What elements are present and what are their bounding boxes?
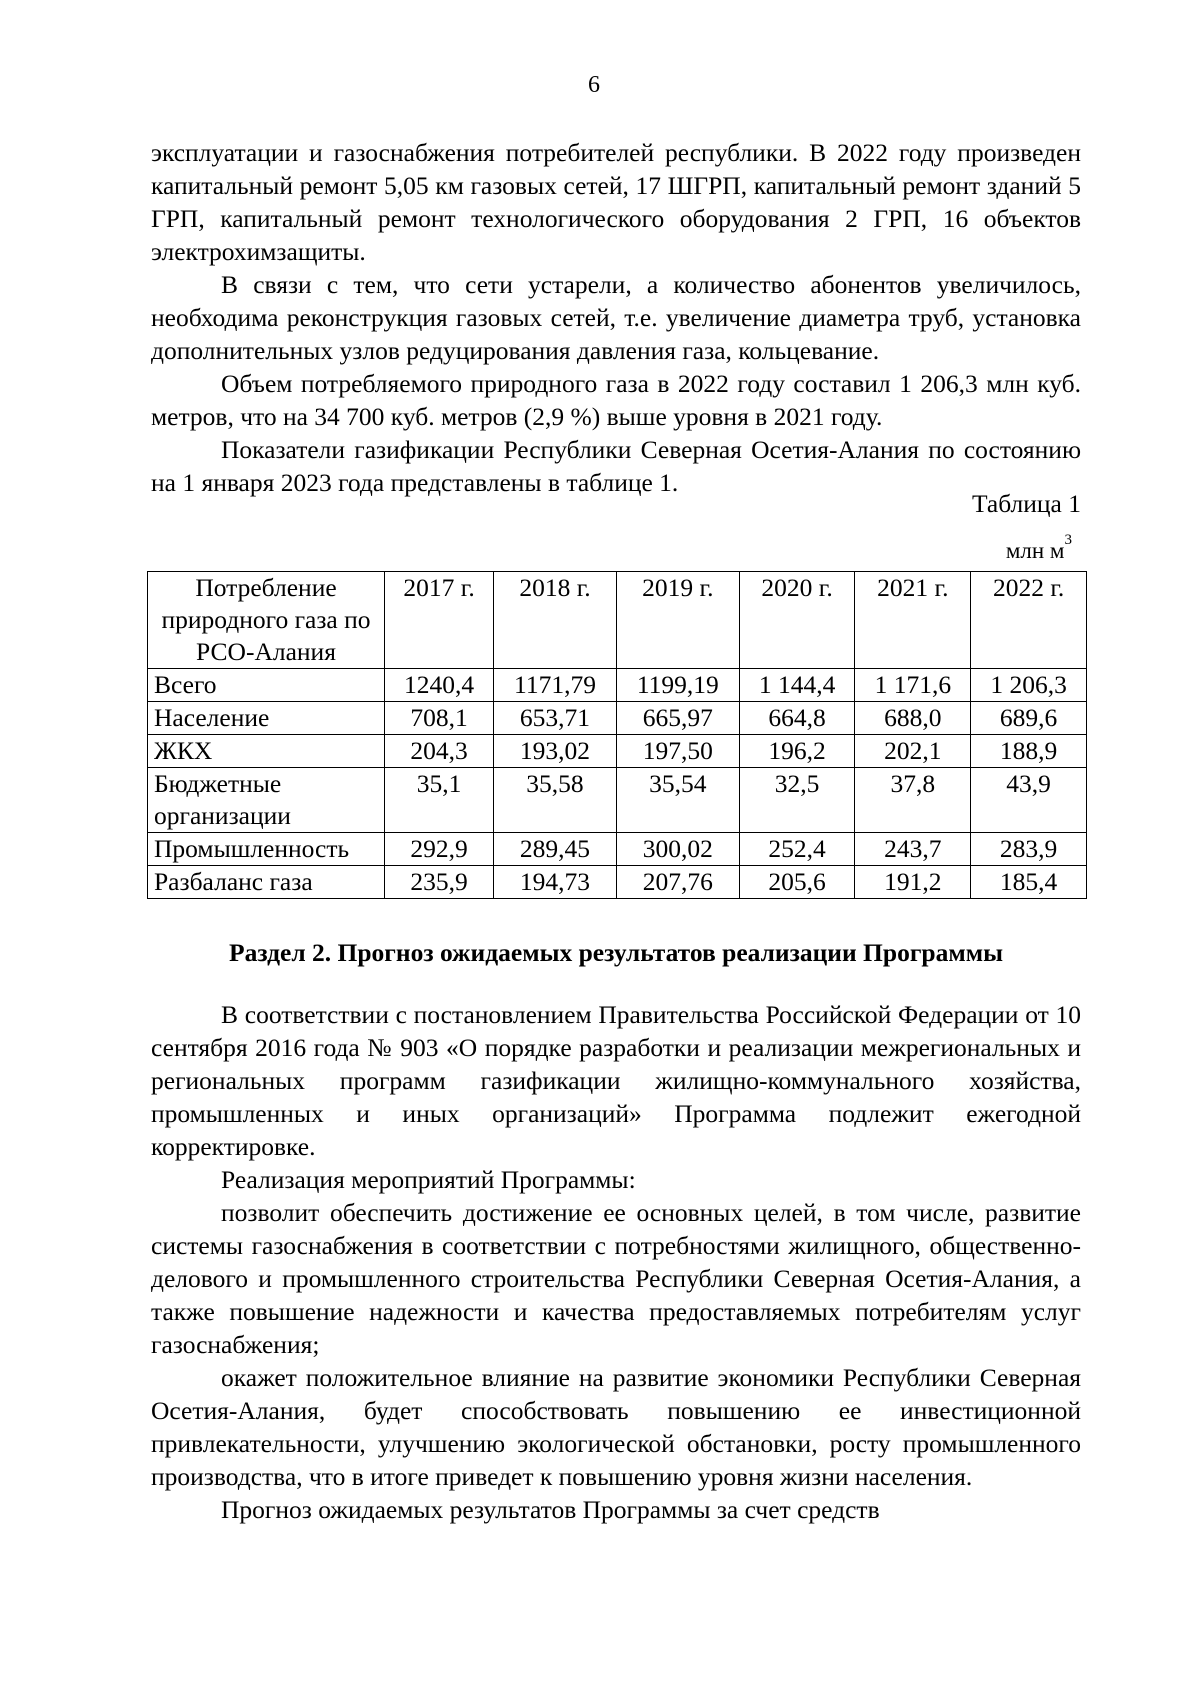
table-cell: 37,8	[855, 768, 971, 833]
row-label: Разбаланс газа	[148, 866, 385, 899]
table-cell: 1199,19	[616, 669, 739, 702]
table-cell: 664,8	[739, 702, 855, 735]
gas-consumption-table	[147, 571, 1087, 899]
table-cell: 194,73	[494, 866, 617, 899]
table-cell: 202,1	[855, 735, 971, 768]
header-year: 2022 г.	[971, 572, 1087, 669]
header-year: 2020 г.	[739, 572, 855, 669]
table-cell: 32,5	[739, 768, 855, 833]
table-row	[148, 866, 1087, 899]
table-cell: 653,71	[494, 702, 617, 735]
table-cell: 283,9	[971, 833, 1087, 866]
table-cell: 235,9	[385, 866, 494, 899]
table-row	[148, 768, 1087, 833]
row-label: Промышленность	[148, 833, 385, 866]
page-number: 6	[588, 72, 600, 98]
table-cell: 205,6	[739, 866, 855, 899]
table-cell: 688,0	[855, 702, 971, 735]
table-cell: 1 206,3	[971, 669, 1087, 702]
paragraph-reconstruction: В связи с тем, что сети устарели, а количество абонентов увеличилось, необходима реконструкция газовых сетей, т.е. увеличение диаметра труб, установка дополнительных узлов редуцирования давления газа, кольцевание.	[151, 270, 1081, 365]
row-label: Бюджетные организации	[148, 768, 385, 833]
table-cell: 35,54	[616, 768, 739, 833]
table-cell: 708,1	[385, 702, 494, 735]
table-row	[148, 669, 1087, 702]
unit-text: млн м	[1005, 538, 1065, 563]
paragraph-consumption: Объем потребляемого природного газа в 2022 году составил 1 206,3 млн куб. метров, что на 34 700 куб. метров (2,9 %) выше уровня в 2021 году.	[151, 369, 1081, 431]
paragraph-implementation: Реализация мероприятий Программы:	[221, 1165, 636, 1194]
table-caption: Таблица 1	[971, 489, 1081, 518]
unit-superscript: 3	[1064, 532, 1072, 548]
table-cell: 1 171,6	[855, 669, 971, 702]
table-cell: 35,58	[494, 768, 617, 833]
row-label: ЖКХ	[148, 735, 385, 768]
header-year: 2019 г.	[616, 572, 739, 669]
table-cell: 665,97	[616, 702, 739, 735]
table-cell: 300,02	[616, 833, 739, 866]
table-cell: 188,9	[971, 735, 1087, 768]
row-label: Всего	[148, 669, 385, 702]
table-cell: 1 144,4	[739, 669, 855, 702]
section-text	[151, 998, 1081, 1526]
table-row	[148, 735, 1087, 768]
paragraph-indicators: Показатели газификации Республики Северная Осетия-Алания по состоянию на 1 января 2023 года представлены в таблице 1.	[151, 435, 1081, 497]
table-cell: 1171,79	[494, 669, 617, 702]
table-header-row	[148, 572, 1087, 669]
table-cell: 197,50	[616, 735, 739, 768]
table-cell: 252,4	[739, 833, 855, 866]
table-cell: 289,45	[494, 833, 617, 866]
table-cell: 43,9	[971, 768, 1087, 833]
intro-text	[151, 136, 1081, 499]
table-cell: 207,76	[616, 866, 739, 899]
table-row	[148, 833, 1087, 866]
header-category: Потребление природного газа по РСО-Алания	[148, 572, 385, 669]
header-year: 2017 г.	[385, 572, 494, 669]
header-year: 2021 г.	[855, 572, 971, 669]
table-cell: 243,7	[855, 833, 971, 866]
paragraph-regulation: В соответствии с постановлением Правительства Российской Федерации от 10 сентября 2016 года № 903 «О порядке разработки и реализации межрегиональных и региональных программ газификации жилищно-коммунального хозяйства, промышленных и иных организаций» Программа подлежит ежегодной корректировке.	[151, 1000, 1081, 1161]
paragraph-economy: окажет положительное влияние на развитие экономики Республики Северная Осетия-Алания, будет способствовать повышению ее инвестиционной привлекательности, улучшению экологической обстановки, росту промышленного производства, что в итоге приведет к повышению уровня жизни населения.	[151, 1363, 1081, 1491]
paragraph-maintenance: эксплуатации и газоснабжения потребителей республики. В 2022 году произведен капитальный ремонт 5,05 км газовых сетей, 17 ШГРП, капитальный ремонт зданий 5 ГРП, капитальный ремонт технологического оборудования 2 ГРП, 16 объектов электрохимзащиты.	[151, 138, 1081, 266]
header-year: 2018 г.	[494, 572, 617, 669]
table-cell: 292,9	[385, 833, 494, 866]
table-cell: 193,02	[494, 735, 617, 768]
paragraph-goals: позволит обеспечить достижение ее основных целей, в том числе, развитие системы газоснабжения в соответствии с потребностями жилищного, общественно-делового и промышленного строительства Республики Северная Осетия-Алания, а также повышение надежности и качества предоставляемых потребителям услуг газоснабжения;	[151, 1198, 1081, 1359]
table-cell: 196,2	[739, 735, 855, 768]
table-cell: 185,4	[971, 866, 1087, 899]
table-cell: 689,6	[971, 702, 1087, 735]
section-heading: Раздел 2. Прогноз ожидаемых результатов реализации Программы	[229, 938, 1003, 967]
table-cell: 204,3	[385, 735, 494, 768]
table-row	[148, 702, 1087, 735]
table-cell: 35,1	[385, 768, 494, 833]
table-cell: 191,2	[855, 866, 971, 899]
table-cell: 1240,4	[385, 669, 494, 702]
row-label: Население	[148, 702, 385, 735]
paragraph-forecast: Прогноз ожидаемых результатов Программы за счет средств	[221, 1495, 880, 1524]
unit-label	[1006, 532, 1072, 564]
